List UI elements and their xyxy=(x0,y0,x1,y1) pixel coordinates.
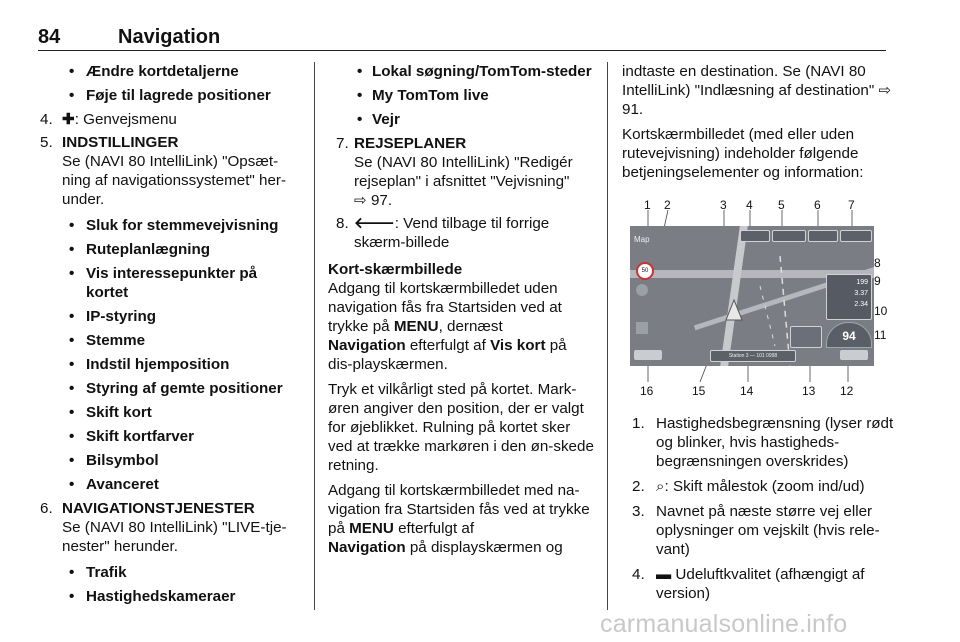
item-text: : Vend tilbage til forrige skærm-billede xyxy=(354,215,550,251)
text-run: Adgang til kortskærmbilledet med na-vigation fra Startsiden fås ved at trykke på xyxy=(328,482,590,537)
info-widget xyxy=(808,230,838,242)
bullet-item: • Føje til lagrede positioner xyxy=(40,86,302,105)
page-header xyxy=(38,26,886,51)
navigation-screen-figure xyxy=(622,196,888,398)
item-number: 6. xyxy=(40,500,53,517)
map-screen xyxy=(630,226,874,366)
info-widget xyxy=(772,230,806,242)
item-title: NAVIGATIONSTJENESTER xyxy=(62,500,255,517)
list-item-4 xyxy=(622,565,894,603)
menu-icon[interactable] xyxy=(636,322,648,334)
speedometer xyxy=(826,322,872,348)
bullet-item: • Skift kortfarver xyxy=(40,427,302,446)
callout-number: 13 xyxy=(802,384,816,398)
menu-term: MENU xyxy=(393,318,439,335)
air-quality-widget xyxy=(740,230,770,242)
callout-number: 15 xyxy=(692,384,706,398)
current-speed: 94 xyxy=(842,329,856,343)
list-item-3 xyxy=(622,502,894,559)
item-number: 1. xyxy=(632,415,645,432)
bullet-item: • Ruteplanlægning xyxy=(40,240,302,259)
item-number: 8. xyxy=(336,215,349,232)
air-quality-icon: ▬ xyxy=(656,566,672,583)
callout-number: 3 xyxy=(720,198,727,212)
page-reference: ⇨ 97. xyxy=(354,192,393,209)
info-widget xyxy=(840,230,872,242)
callout-number: 11 xyxy=(874,328,887,342)
menu-term: MENU xyxy=(349,520,394,537)
section-heading: Kort-skærmbillede xyxy=(328,261,463,278)
callout-number: 7 xyxy=(848,198,855,212)
bullet-item: • Lokal søgning/TomTom-steder xyxy=(328,62,594,81)
distance-panel xyxy=(826,274,872,320)
bullet-item: • Trafik xyxy=(40,563,302,582)
item-text: Hastighedsbegrænsning (lyser rødt og blinker, hvis hastigheds-begrænsningen overskrides) xyxy=(656,415,894,470)
list-item-8 xyxy=(328,214,594,252)
item-text: : Skift målestok (zoom ind/ud) xyxy=(664,478,865,495)
bullet-item: • Avanceret xyxy=(40,475,302,494)
navigation-term: Navigation xyxy=(328,337,406,354)
page-number: 84 xyxy=(38,26,61,48)
item-number: 4. xyxy=(632,566,645,583)
list-item-4 xyxy=(40,110,302,129)
bullet-item: • Styring af gemte positioner xyxy=(40,379,302,398)
distance-value: 199 xyxy=(856,279,868,286)
text-run: efterfulgt af xyxy=(405,337,491,354)
item-number: 3. xyxy=(632,503,645,520)
callout-number: 5 xyxy=(778,198,785,212)
chapter-title: Navigation xyxy=(118,26,221,48)
bullet-item: • Ændre kortdetaljerne xyxy=(40,62,302,81)
bullet-item: • Hastighedskameraer xyxy=(40,587,302,606)
item-number: 5. xyxy=(40,134,53,151)
distance-value: 2.34 xyxy=(854,301,868,308)
map-label: Map xyxy=(634,235,650,244)
item-text: Se (NAVI 80 IntelliLink) "LIVE-tje-nester" herunder. xyxy=(62,519,287,555)
turn-arrow-icon xyxy=(790,326,822,348)
text-run: Adgang til kortskærmbilledet uden navigation fås fra Startsiden ved at trykke på xyxy=(328,280,562,335)
list-item-7 xyxy=(328,134,594,210)
paragraph xyxy=(328,279,594,374)
bullet-item: • My TomTom live xyxy=(328,86,594,105)
item-text: Udeluftkvalitet (afhængigt af version) xyxy=(656,566,865,602)
callout-number: 4 xyxy=(746,198,753,212)
text-run: på displayskærmen og xyxy=(405,539,563,556)
paragraph xyxy=(328,481,594,557)
item-title: REJSEPLANER xyxy=(354,135,467,152)
car-marker-icon xyxy=(726,300,742,320)
bullet-item: • Indstil hjemposition xyxy=(40,355,302,374)
bullet-item: • Vis interessepunkter på kortet xyxy=(40,264,302,302)
column-divider xyxy=(607,62,608,610)
paragraph: indtaste en destination. Se (NAVI 80 IntelliLink) "Indlæsning af destination" ⇨ 91. xyxy=(622,63,892,118)
navigation-term: Navigation xyxy=(328,539,406,556)
column-3 xyxy=(622,62,894,609)
callout-number: 16 xyxy=(640,384,654,398)
options-button[interactable] xyxy=(840,350,868,360)
bullet-item: • IP-styring xyxy=(40,307,302,326)
plus-icon: ✚ xyxy=(62,111,75,128)
watermark: carmanualsonline.info xyxy=(600,610,848,638)
bullet-item: • Bilsymbol xyxy=(40,451,302,470)
bullet-item: • Stemme xyxy=(40,331,302,350)
item-text: : Genvejsmenu xyxy=(74,111,177,128)
item-number: 2. xyxy=(632,478,645,495)
text-run: efterfulgt af xyxy=(393,520,475,537)
text-run: , dernæst xyxy=(438,318,503,335)
zoom-icon: ⌕ xyxy=(656,478,665,495)
bullet-item: • Vejr xyxy=(328,110,594,129)
column-divider xyxy=(314,62,315,610)
bullet-item: • Skift kort xyxy=(40,403,302,422)
back-button[interactable] xyxy=(634,350,662,360)
street-name-bar: Station 3 — 101 0998 xyxy=(710,350,796,362)
callout-number: 2 xyxy=(664,198,671,212)
list-item-1 xyxy=(622,414,894,471)
callout-number: 14 xyxy=(740,384,754,398)
list-item-5 xyxy=(40,133,302,209)
column-2 xyxy=(328,62,594,563)
callout-number: 9 xyxy=(874,274,881,288)
column-1 xyxy=(40,62,302,611)
callout-number: 8 xyxy=(874,256,881,270)
paragraph: Kortskærmbilledet (med eller uden rutevejvisning) indeholder følgende betjeningselementer og information: xyxy=(622,126,864,181)
back-arrow-icon: 🡐 xyxy=(354,215,395,232)
item-number: 7. xyxy=(336,135,349,152)
item-text: Navnet på næste større vej eller oplysninger om vejskilt (hvis rele-vant) xyxy=(656,503,880,558)
item-title: INDSTILLINGER xyxy=(62,134,179,151)
text-run: på dis-playskærmen. xyxy=(328,337,567,373)
bullet-item: • Sluk for stemmevejvisning xyxy=(40,216,302,235)
callout-number: 1 xyxy=(644,198,651,212)
speed-limit-sign: 50 xyxy=(636,262,654,280)
distance-value: 3.37 xyxy=(854,290,868,297)
callout-number: 12 xyxy=(840,384,854,398)
item-text: Se (NAVI 80 IntelliLink) "Redigér rejseplan" i afsnittet "Vejvisning" xyxy=(354,154,573,190)
zoom-icon[interactable] xyxy=(636,284,648,296)
callout-number: 10 xyxy=(874,304,888,318)
list-item-2 xyxy=(622,477,894,496)
item-number: 4. xyxy=(40,111,53,128)
list-item-6 xyxy=(40,499,302,556)
vis-kort-term: Vis kort xyxy=(490,337,546,354)
paragraph: Tryk et vilkårligt sted på kortet. Mark-øren angiver den position, der er valgt for øjeblikket. Rulning på kortet sker ved at trække markøren i den øn-skede retning. xyxy=(328,381,594,474)
item-text: Se (NAVI 80 IntelliLink) "Opsæt-ning af navigationssystemet" her-under. xyxy=(62,153,287,208)
callout-number: 6 xyxy=(814,198,821,212)
